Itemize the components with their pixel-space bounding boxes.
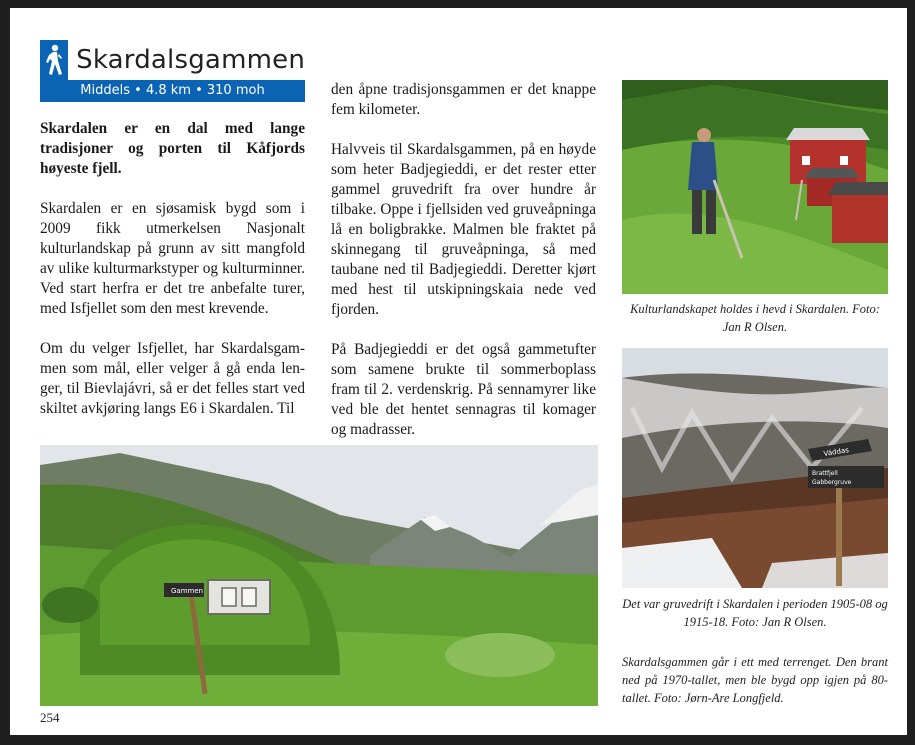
sign-gammen: Gammen [171, 587, 204, 595]
sign-gabbergruve: Gabbergruve [812, 479, 852, 486]
trail-meta: Middels • 4.8 km • 310 moh [40, 80, 305, 102]
hiker-icon [40, 40, 68, 80]
book-page [10, 8, 907, 735]
page-number: 254 [40, 710, 60, 725]
farm-photo [622, 80, 888, 294]
title-block [40, 40, 305, 102]
paragraph: Om du velger Isfjellet, har Skardalsgammen som mål, eller velger å gå enda lenger, til Bievlajávri, så er det felles start ved skiltet avkjøring langs E6 i Skardalen. Til [40, 340, 305, 417]
page-title: Skardalsgammen [76, 45, 305, 75]
turf-hut-photo [40, 445, 598, 706]
sign-brattfjell: Brattfjell [812, 470, 838, 477]
sign-vaddas: Váddas [823, 446, 850, 458]
text-column-1 [40, 119, 305, 419]
paragraph: Skardalen er en sjøsamisk bygd som i 2009 fikk utmerkelsen Nasjonalt kulturlandskap på grunn av sitt mangfold av ulike kulturmarkstyper og kulturminner. Ved start herfra er det tre anbefalte turer, med Isfjellet som den mest krevende. [40, 200, 305, 317]
lead-paragraph: Skardalen er en dal med lange tradisjoner og porten til Kåfjords høyeste fjell. [40, 120, 305, 177]
mine-photo [622, 348, 888, 588]
mine-photo-caption: Det var gruvedrift i Skardalen i perioden 1905-08 og 1915-18. Foto: Jan R Olsen. [622, 597, 888, 629]
turf-hut-caption: Skardalsgammen går i ett med terrenget. Den brant ned på 1970-tallet, men ble bygd opp igjen på 80-tallet. Foto: Jørn-Are Longfjeld. [622, 655, 888, 705]
farm-photo-caption: Kulturlandskapet holdes i hevd i Skardalen. Foto: Jan R Olsen. [630, 302, 880, 334]
paragraph: den åpne tradisjonsgammen er det knappe fem kilometer. [331, 81, 596, 118]
paragraph: Halvveis til Skardalsgammen, på en høyde som heter Badjegieddi, er det rester etter gammel gruvedrift fra over hundre år tilbake. Oppe i fjellsiden ved gruveåpninga lå en boligbrakke. Malmen ble fraktet på skinnegang til gruveåpninga, så med taubane ned til Badjegieddi. Deretter kjørt med hest til utskipningskaia nede ved fjorden. [331, 141, 596, 318]
text-column-2 [331, 80, 596, 440]
paragraph: På Badjegieddi er det også gammetufter som samene brukte til sommerboplass fram til 2. verdenskrig. På sennamyrer like ved ble det hentet sennagras til komager og madrasser. [331, 341, 596, 438]
